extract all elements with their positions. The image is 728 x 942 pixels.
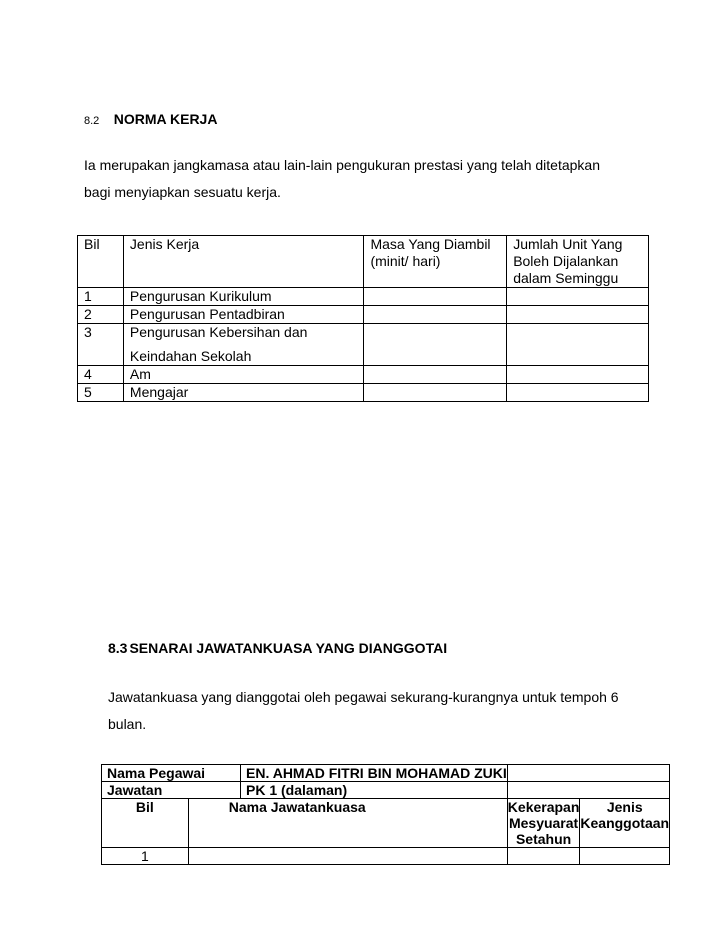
table-header-row <box>78 236 649 288</box>
cell-unit <box>507 288 649 306</box>
header-jumlah-unit <box>507 236 649 288</box>
cell-bil: 4 <box>78 366 124 384</box>
paragraph-line: bagi menyiapkan sesuatu kerja. <box>84 184 281 200</box>
cell-line: Keindahan Sekolah <box>129 348 252 364</box>
nama-pegawai-label-cell <box>102 765 508 782</box>
nama-pegawai-label: Nama Pegawai <box>102 765 241 781</box>
jawatan-label: Jawatan <box>102 782 241 798</box>
paragraph-line: Ia merupakan jangkamasa atau lain-lain pengukuran prestasi yang telah ditetapkan <box>84 157 601 173</box>
section-title: SENARAI JAWATANKUASA YANG DIANGGOTAI <box>129 640 448 656</box>
paragraph-line: Jawatankuasa yang dianggotai oleh pegawai sekurang-kurangnya untuk tempoh 6 <box>108 689 619 705</box>
header-line: Boleh Dijalankan <box>513 253 619 269</box>
header-line: Masa Yang Diambil <box>370 236 491 252</box>
table-row <box>102 848 670 865</box>
cell-unit <box>507 306 649 324</box>
cell-bil: 3 <box>78 324 124 366</box>
table-row <box>78 384 649 402</box>
header-jenis-kerja: Jenis Kerja <box>123 236 364 288</box>
section-8-2-heading <box>84 111 217 129</box>
cell-masa <box>364 288 507 306</box>
header-line: dalam Seminggu <box>513 270 619 286</box>
header-line: (minit/ hari) <box>370 253 441 269</box>
section-number: 8.2 <box>84 115 100 127</box>
cell-jenis: Pengurusan Kurikulum <box>123 288 364 306</box>
cell-jenis <box>123 324 364 366</box>
cell-masa <box>364 324 507 366</box>
header-line: Kekerapan <box>507 799 580 815</box>
section-title: NORMA KERJA <box>113 111 218 127</box>
section-8-3-paragraph <box>108 684 619 738</box>
cell-nama-jawatankuasa <box>188 848 507 865</box>
header-nama-jawatankuasa: Nama Jawatankuasa <box>188 799 507 848</box>
nama-pegawai-value: EN. AHMAD FITRI BIN MOHAMAD ZUKI <box>246 765 507 781</box>
cell-unit <box>507 324 649 366</box>
norma-kerja-table <box>77 235 649 402</box>
table-row <box>78 288 649 306</box>
cell-bil: 1 <box>78 288 124 306</box>
cell-bil: 2 <box>78 306 124 324</box>
table-row <box>78 324 649 366</box>
cell-jenis: Pengurusan Pentadbiran <box>123 306 364 324</box>
section-8-3-heading <box>108 640 447 658</box>
header-kekerapan <box>507 799 580 848</box>
cell-masa <box>364 366 507 384</box>
cell-jenis: Mengajar <box>123 384 364 402</box>
cell-masa <box>364 306 507 324</box>
table-row <box>78 306 649 324</box>
header-line: Keanggotaan <box>580 815 670 831</box>
header-masa <box>364 236 507 288</box>
paragraph-line: bulan. <box>108 716 147 732</box>
cell-line: Pengurusan Kebersihan dan <box>129 324 308 340</box>
cell-masa <box>364 384 507 402</box>
table-row <box>78 366 649 384</box>
header-bil: Bil <box>102 799 189 848</box>
jawatankuasa-table <box>101 764 670 865</box>
nama-pegawai-empty <box>507 765 669 782</box>
jawatan-value: PK 1 (dalaman) <box>246 782 348 798</box>
nama-pegawai-row <box>102 765 670 782</box>
header-jenis-keanggotaan <box>580 799 670 848</box>
jawatan-cell <box>102 782 508 799</box>
cell-jenis-keanggotaan <box>580 848 670 865</box>
cell-unit <box>507 384 649 402</box>
cell-kekerapan <box>507 848 580 865</box>
jawatan-row <box>102 782 670 799</box>
section-8-2-paragraph <box>84 152 600 206</box>
cell-bil: 5 <box>78 384 124 402</box>
cell-bil: 1 <box>102 848 189 865</box>
table-header-row <box>102 799 670 848</box>
jawatan-empty <box>507 782 669 799</box>
cell-jenis: Am <box>123 366 364 384</box>
header-line: Jenis <box>606 799 643 815</box>
header-line: Jumlah Unit Yang <box>513 236 623 252</box>
cell-unit <box>507 366 649 384</box>
section-number: 8.3 <box>108 640 128 656</box>
header-line: Mesyuarat Setahun <box>508 815 579 847</box>
header-bil: Bil <box>78 236 124 288</box>
